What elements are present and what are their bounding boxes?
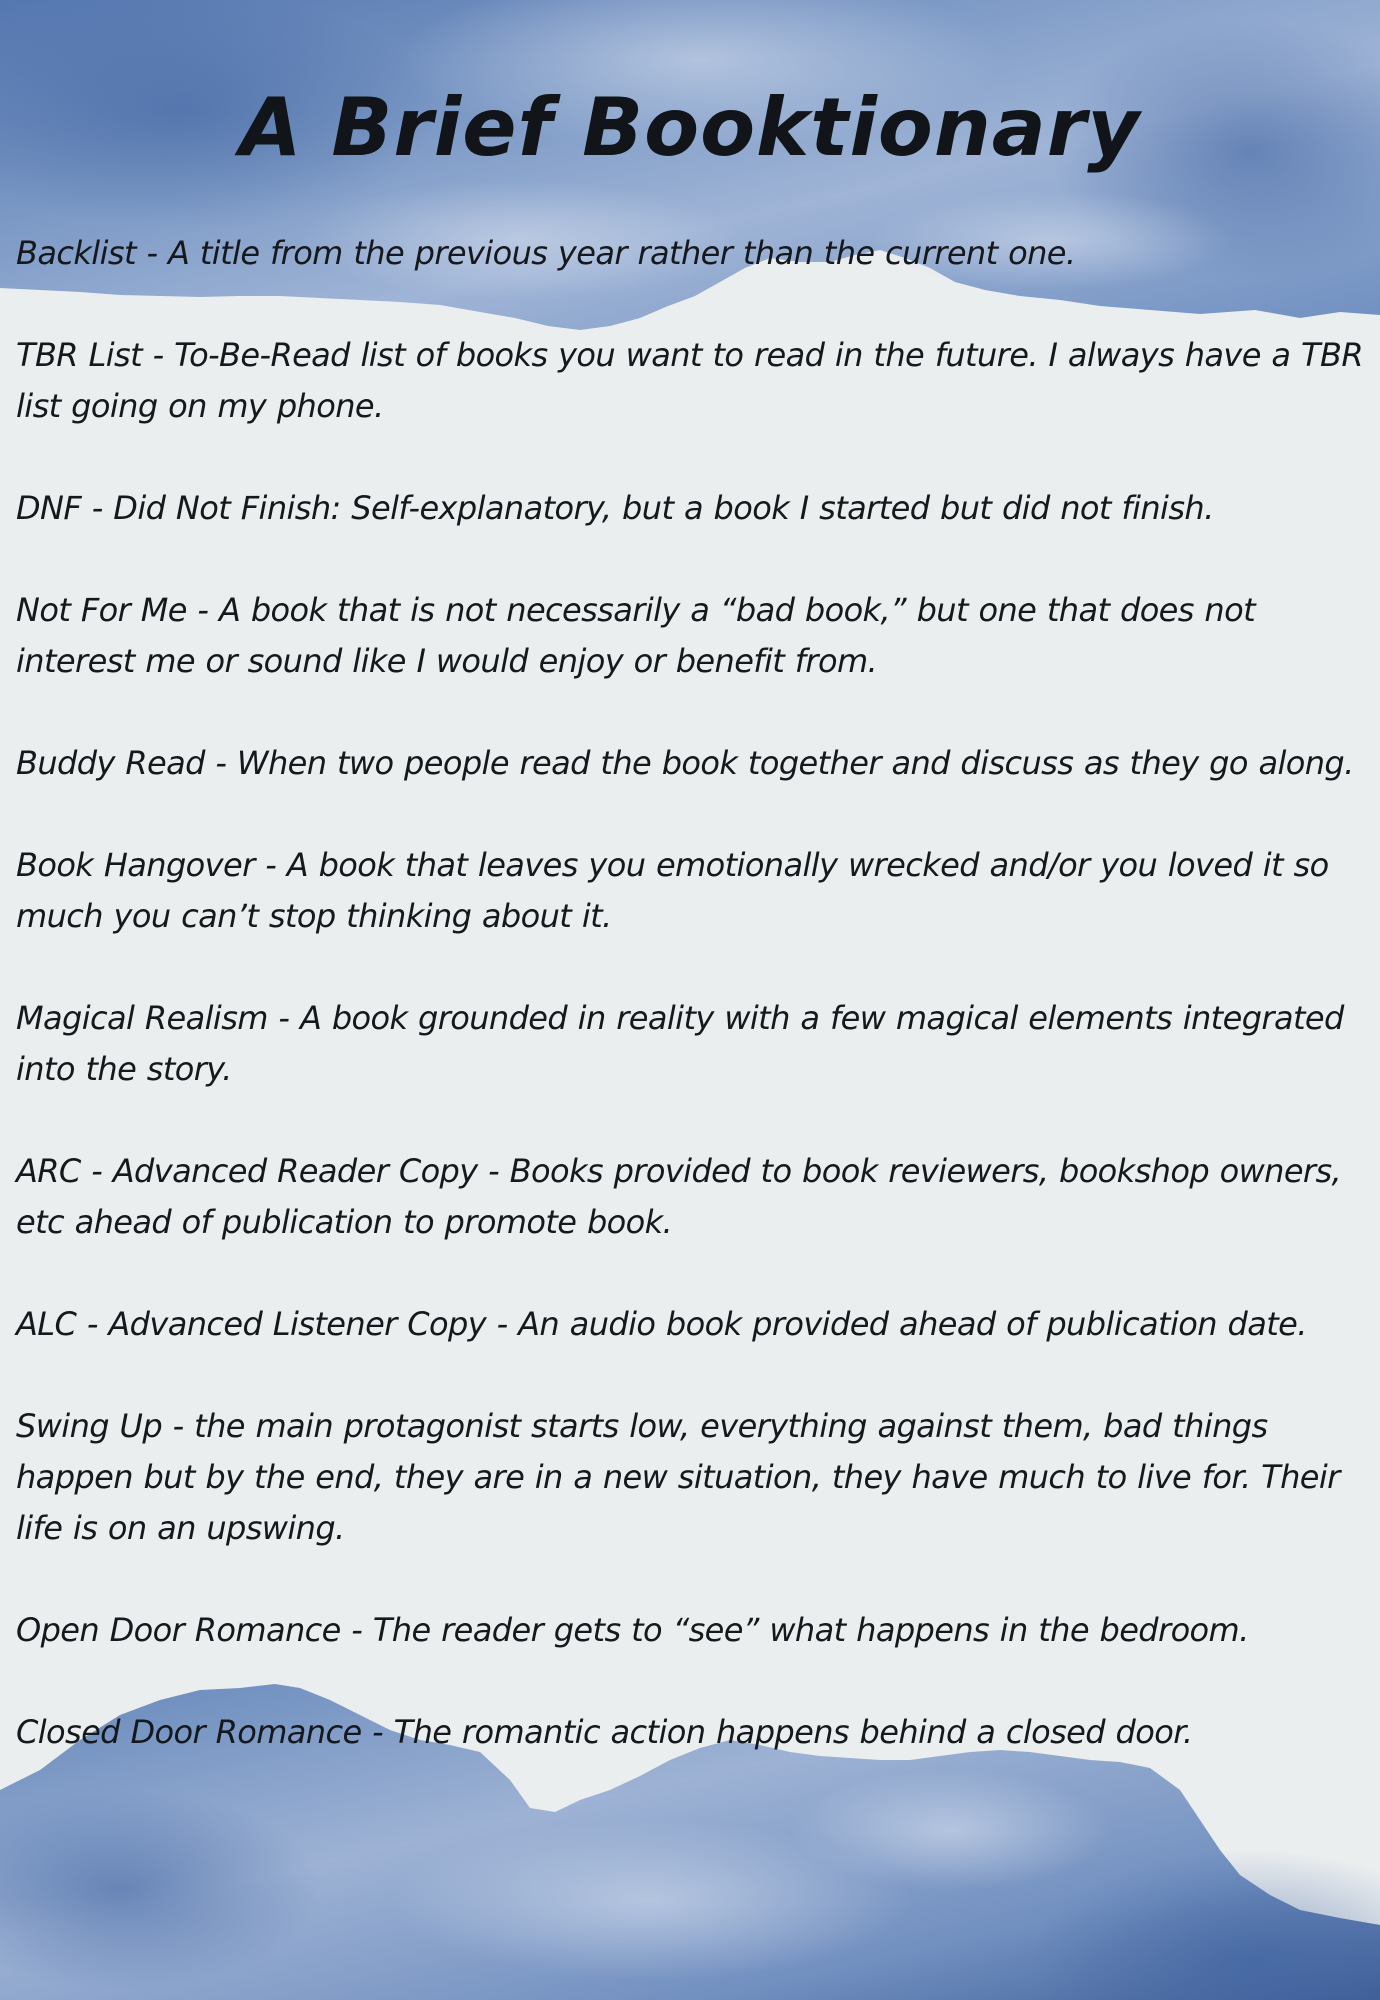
entry-definition: A book that leaves you emotionally wrecked and/or you loved it so much you can’t stop thinking about it. xyxy=(16,846,1329,935)
entry-definition: A book that is not necessarily a “bad book,” but one that does not interest me or sound like I would enjoy or benefit from. xyxy=(16,591,1256,680)
glossary-entry: TBR List - To-Be-Read list of books you want to read in the future. I always have a TBR list going on my phone. xyxy=(16,336,1363,425)
entry-term: Open Door Romance xyxy=(16,1611,341,1649)
glossary-entry: Magical Realism - A book grounded in reality with a few magical elements integrated into the story. xyxy=(16,999,1344,1088)
glossary-entry: Not For Me - A book that is not necessarily a “bad book,” but one that does not interest me or sound like I would enjoy or benefit from. xyxy=(16,591,1256,680)
glossary-entry: ALC - Advanced Listener Copy - An audio book provided ahead of publication date. xyxy=(16,1305,1307,1343)
entry-definition: Advanced Listener Copy - An audio book provided ahead of publication date. xyxy=(108,1305,1307,1343)
entry-term: ALC xyxy=(16,1305,77,1343)
entry-definition: A book grounded in reality with a few magical elements integrated into the story. xyxy=(16,999,1344,1088)
entry-term: Swing Up xyxy=(16,1407,163,1445)
entry-term: TBR List xyxy=(16,336,143,374)
entry-definition: Advanced Reader Copy - Books provided to book reviewers, bookshop owners, etc ahead of publication to promote book. xyxy=(16,1152,1342,1241)
glossary-entry: Backlist - A title from the previous year rather than the current one. xyxy=(16,234,1076,272)
glossary-list xyxy=(16,228,1370,1809)
glossary-entry: Closed Door Romance - The romantic action happens behind a closed door. xyxy=(16,1713,1193,1751)
page-title: A Brief Booktionary xyxy=(239,81,1141,174)
glossary-entry: Swing Up - the main protagonist starts low, everything against them, bad things happen but by the end, they are in a new situation, they have much to live for. Their life is on an upswing. xyxy=(16,1407,1340,1547)
entry-definition: The romantic action happens behind a closed door. xyxy=(393,1713,1193,1751)
entry-definition: The reader gets to “see” what happens in the bedroom. xyxy=(372,1611,1249,1649)
entry-definition: A title from the previous year rather than the current one. xyxy=(167,234,1076,272)
entry-term: Not For Me xyxy=(16,591,187,629)
entry-term: Closed Door Romance xyxy=(16,1713,362,1751)
glossary-entry: Open Door Romance - The reader gets to “see” what happens in the bedroom. xyxy=(16,1611,1249,1649)
entry-term: Backlist xyxy=(16,234,136,272)
entry-definition: When two people read the book together and discuss as they go along. xyxy=(236,744,1354,782)
glossary-entry: Buddy Read - When two people read the book together and discuss as they go along. xyxy=(16,744,1354,782)
entry-term: Buddy Read xyxy=(16,744,205,782)
glossary-entry: ARC - Advanced Reader Copy - Books provided to book reviewers, bookshop owners, etc ahead of publication to promote book. xyxy=(16,1152,1342,1241)
entry-term: DNF xyxy=(16,489,82,527)
entry-term: Book Hangover xyxy=(16,846,255,884)
glossary-entry: DNF - Did Not Finish: Self-explanatory, but a book I started but did not finish. xyxy=(16,489,1214,527)
entry-term: ARC xyxy=(16,1152,81,1190)
glossary-entry: Book Hangover - A book that leaves you emotionally wrecked and/or you loved it so much you can’t stop thinking about it. xyxy=(16,846,1329,935)
entry-definition: the main protagonist starts low, everything against them, bad things happen but by the end, they are in a new situation, they have much to live for. Their life is on an upswing. xyxy=(16,1407,1340,1547)
entry-term: Magical Realism xyxy=(16,999,268,1037)
entry-definition: To-Be-Read list of books you want to read in the future. I always have a TBR list going on my phone. xyxy=(16,336,1363,425)
entry-definition: Did Not Finish: Self-explanatory, but a book I started but did not finish. xyxy=(113,489,1214,527)
